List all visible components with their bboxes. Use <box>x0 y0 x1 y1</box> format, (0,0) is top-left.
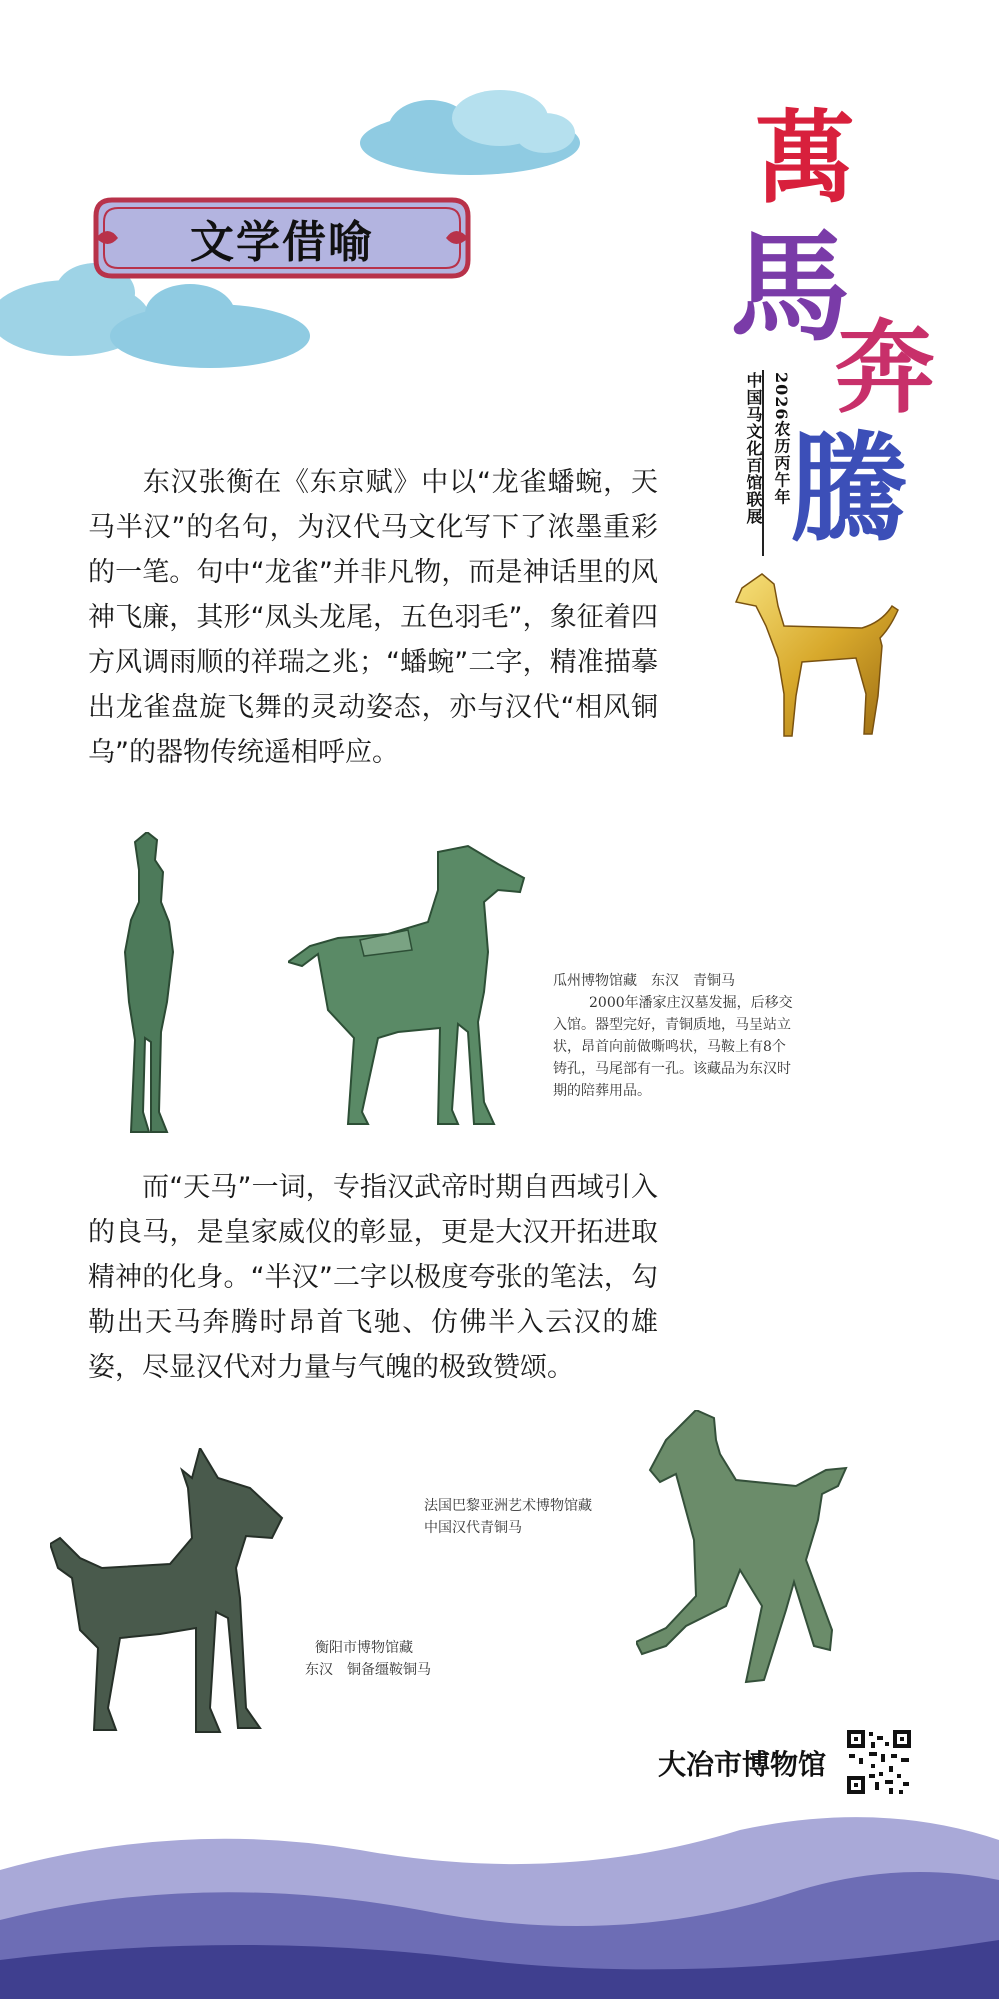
qr-code-icon[interactable] <box>845 1728 913 1796</box>
title-char-1: 萬 <box>755 99 855 217</box>
paragraph-1-text: 东汉张衡在《东京赋》中以“龙雀蟠蜿，天马半汉”的名句，为汉代马文化写下了浓墨重彩的一笔。句中“龙雀”并非凡物，而是神话里的风神飞廉，其形“凤头龙尾，五色羽毛”，象征着四方风调雨顺的祥瑞之兆；“蟠蜿”二字，精准描摹出龙雀盘旋飞舞的灵动姿态，亦与汉代“相风铜乌”的器物传统遥相呼应。 <box>88 467 658 768</box>
exhibition-name: 中国马文化百馆联展 <box>744 372 763 525</box>
wave-decoration <box>0 1810 999 1999</box>
paragraph-1 <box>88 460 658 775</box>
caption-guazhou-title: 瓜州博物馆藏 东汉 青铜马 <box>553 973 735 989</box>
caption-hengyang <box>305 1637 431 1681</box>
golden-horse-image <box>722 566 912 746</box>
cloud-top <box>350 88 580 178</box>
caption-paris-line2: 中国汉代青铜马 <box>424 1520 522 1536</box>
paragraph-2 <box>88 1165 658 1390</box>
museum-name: 大冶市博物馆 <box>658 1748 827 1781</box>
bronze-horse-galloping-image <box>636 1410 861 1695</box>
title-char-2: 馬 <box>730 217 850 358</box>
title-char-4: 騰 <box>790 419 909 558</box>
caption-hengyang-line2: 东汉 铜备缰鞍铜马 <box>305 1662 431 1678</box>
paragraph-2-text: 而“天马”一词，专指汉武帝时期自西域引入的良马，是皇家威仪的彰显，更是大汉开拓进取精神的化身。“半汉”二字以极度夸张的笔法，勾勒出天马奔腾时昂首飞驰、仿佛半入云汉的雄姿，尽显汉代对力量与气魄的极致赞颂。 <box>88 1172 658 1383</box>
exhibition-year: 2026农历丙午年 <box>772 372 791 506</box>
title-char-3: 奔 <box>835 309 935 427</box>
caption-paris-line1: 法国巴黎亚洲艺术博物馆藏 <box>424 1498 592 1514</box>
caption-paris <box>424 1495 592 1539</box>
bronze-horse-front-image <box>95 832 205 1144</box>
section-title: 文学借喻 <box>190 217 374 268</box>
caption-guazhou-body: 2000年潘家庄汉墓发掘，后移交入馆。器型完好，青铜质地，马呈站立状，昂首向前做嘶鸣状，马鞍上有8个铸孔，马尾部有一孔。该藏品为东汉时期的陪葬用品。 <box>553 995 793 1099</box>
bronze-horse-side-image <box>288 842 528 1142</box>
caption-guazhou <box>553 970 799 1102</box>
bronze-horse-horned-image <box>50 1448 300 1743</box>
caption-hengyang-line1: 衡阳市博物馆藏 <box>315 1640 413 1656</box>
section-banner <box>92 196 472 280</box>
